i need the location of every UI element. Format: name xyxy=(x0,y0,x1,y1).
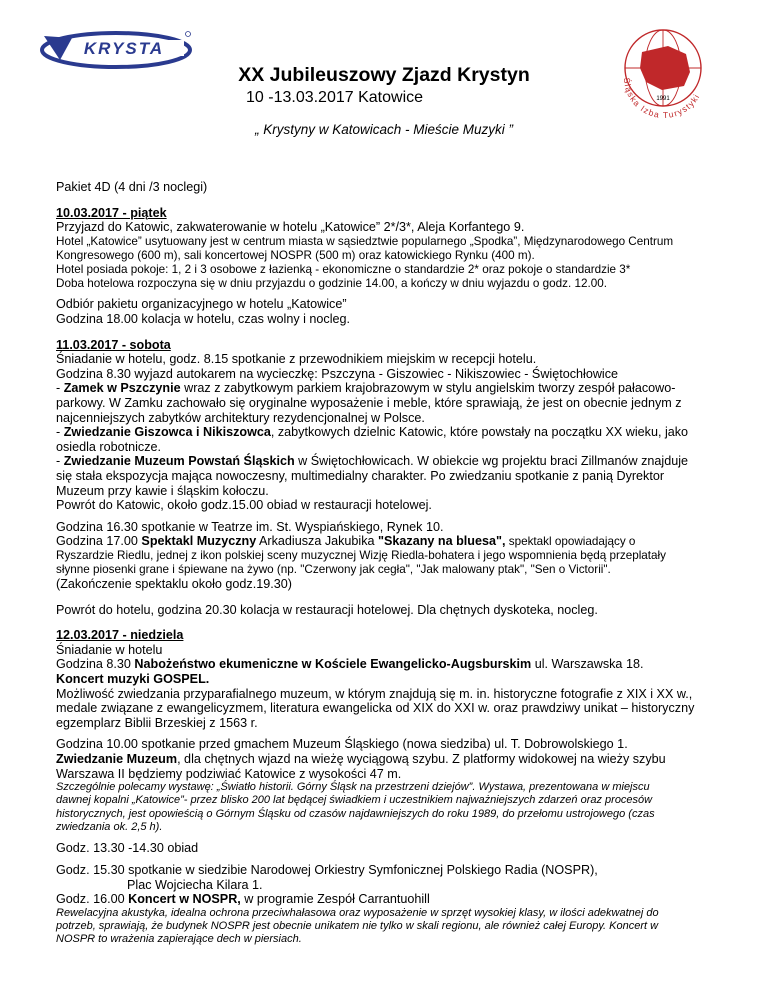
text-line: (Zakończenie spektaklu około godz.19.30) xyxy=(56,577,292,592)
text-line: Godzina 17.00 Spektakl Muzyczny Arkadiusza Jakubika "Skazany na bluesa", spektakl opowiadający o xyxy=(56,534,636,549)
text-line: Zwiedzanie Muzeum, dla chętnych wjazd na wieżę wyciągową szybu. Z platformy widokowej na wieży szybu xyxy=(56,751,666,766)
text-line: się stała ekspozycja mająca nowoczesny, multimedialny charakter. Po zwiedzaniu spotkanie z panią Dyrektor xyxy=(56,468,665,483)
text-line: Muzeum przy kawie i śląskim kołoczu. xyxy=(56,483,269,498)
programme-body xyxy=(56,180,720,947)
svg-text:1991: 1991 xyxy=(656,96,670,102)
day-heading: 12.03.2017 - niedziela xyxy=(56,628,184,643)
day-heading: 10.03.2017 - piątek xyxy=(56,205,167,220)
text-line: Możliwość zwiedzania przyparafialnego muzeum, w którym znajdują się m. in. historyczne fotografie z XIX i XX w., xyxy=(56,686,693,701)
italic-note: dawnej kopalni „Katowice”- przez blisko 200 lat będącej świadkiem i uczestnikiem najważniejszych zdarzeń oraz procesów xyxy=(56,794,653,807)
text-line: medale związane z ewangelicyzmem, literatura ewangelicka od XIX do XXI w. oraz prawdziwy unikat – historyczny xyxy=(56,701,695,716)
text-line: najcenniejszych zabytków architektury rezydencjonalnej w Polsce. xyxy=(56,410,425,425)
text-line: Godz. 16.00 Koncert w NOSPR, w programie Zespół Carrantuohill xyxy=(56,892,430,907)
text-line: Godzina 16.30 spotkanie w Teatrze im. St. Wyspiańskiego, Rynek 10. xyxy=(56,519,444,534)
text-line: Godzina 18.00 kolacja w hotelu, czas wolny i nocleg. xyxy=(56,312,351,326)
text-line: Śniadanie w hotelu xyxy=(56,642,163,657)
svg-text:Śląska Izba Turystyki: Śląska Izba Turystyki xyxy=(621,77,702,121)
text-line: - Zwiedzanie Giszowca i Nikiszowca, zabytkowych dzielnic Katowic, które powstały na początku XX wieku, jako xyxy=(56,425,689,440)
text-line: Hotel posiada pokoje: 1, 2 i 3 osobowe z łazienką - ekonomiczne o standardzie 2* oraz pokoje o standardzie 3* xyxy=(56,262,631,276)
text-line: Godzina 10.00 spotkanie przed gmachem Muzeum Śląskiego (nowa siedziba) ul. T. Dobrowolskiego 1. xyxy=(56,737,628,752)
text-line: Śniadanie w hotelu, godz. 8.15 spotkanie z przewodnikiem miejskim w recepcji hotelu. xyxy=(56,352,537,367)
event-subtitle: „ Krystyny w Katowicach - Mieście Muzyki ” xyxy=(254,122,514,137)
text-line: słynne piosenki grane i śpiewane na żywo (np. "Czerwony jak cegła", "Jak malowany ptak", "Sen o Victorii". xyxy=(56,563,611,577)
page-title: XX Jubileuszowy Zjazd Krystyn xyxy=(238,64,530,86)
text-line: Doba hotelowa rozpoczyna się w dniu przyjazdu o godzinie 14.00, a kończy w dniu wyjazdu o godz. 12.00. xyxy=(56,276,607,290)
text-line: Godzina 8.30 wyjazd autokarem na wycieczkę: Pszczyna - Giszowiec - Nikiszowiec - Świętochłowice xyxy=(56,366,619,381)
text-line: Hotel „Katowice” usytuowany jest w centrum miasta w sąsiedztwie popularnego „Spodka”, Międzynarodowego Centrum xyxy=(56,234,674,248)
text-line: Przyjazd do Katowic, zakwaterowanie w hotelu „Katowice” 2*/3*, Aleja Korfantego 9. xyxy=(56,220,525,235)
text-line: parkowy. W Zamku zachowało się oryginalne wyposażenie i meble, które sprawiają, że jest on obecnie jednym z xyxy=(56,395,682,410)
svg-text:KRYSTA: KRYSTA xyxy=(83,39,165,58)
italic-note: Rewelacyjna akustyka, idealna ochrona przeciwhałasowa oraz wyposażenie w sprzęt wysokiej klasy, w ilości adekwatnej do xyxy=(56,906,659,919)
text-line: Godz. 13.30 -14.30 obiad xyxy=(56,841,199,856)
text-line: Warszawa II będziemy podziwiać Katowice z wysokości 47 m. xyxy=(56,766,402,781)
italic-note: zwiedzania ok. 2,5 h). xyxy=(56,821,163,834)
text-line: egzemplarz Biblii Brzeskiej z 1563 r. xyxy=(56,715,258,730)
italic-note: historycznych, jest opowieścią o Górnym Śląsku od czasów najdawniejszych do roku 1989, do przełomu ustrojowego (czas xyxy=(56,807,655,820)
text-line: - Zwiedzanie Muzeum Powstań Śląskich w Świętochłowicach. W obiekcie wg projektu braci Zillmanów znajduje xyxy=(56,454,689,469)
text-line: Odbiór pakietu organizacyjnego w hotelu „Katowice” xyxy=(56,297,347,312)
italic-note: potrzeb, sprawiają, że budynek NOSPR jest obecnie unikatem nie tylko w skali regionu, ale również całej Europy. Koncert w xyxy=(56,920,659,933)
italic-note: NOSPR to wrażenia zapierające dech w piersiach. xyxy=(56,933,302,946)
text-line: Kongresowego (600 m), sali koncertowej NOSPR (500 m) oraz katowickiego Rynku (400 m). xyxy=(56,248,535,262)
package-label: Pakiet 4D (4 dni /3 noclegi) xyxy=(56,180,208,194)
text-line: Plac Wojciecha Kilara 1. xyxy=(127,877,263,892)
text-line: Koncert muzyki GOSPEL. xyxy=(56,672,210,686)
day-heading: 11.03.2017 - sobota xyxy=(56,337,171,352)
text-line: Powrót do hotelu, godzina 20.30 kolacja w restauracji hotelowej. Dla chętnych dyskoteka, nocleg. xyxy=(56,602,598,617)
text-line: Godzina 8.30 Nabożeństwo ekumeniczne w Kościele Ewangelicko-Augsburskim ul. Warszawska 18. xyxy=(56,657,644,672)
text-line: Godz. 15.30 spotkanie w siedzibie Narodowej Orkiestry Symfonicznej Polskiego Radia (NOSPR), xyxy=(56,862,598,877)
event-dates: 10 -13.03.2017 Katowice xyxy=(246,89,424,106)
text-line: osiedla robotnicze. xyxy=(56,439,162,454)
text-line: Powrót do Katowic, około godz.15.00 obiad w restauracji hotelowej. xyxy=(56,498,432,513)
text-line: - Zamek w Pszczynie wraz z zabytkowym parkiem krajobrazowym w stylu angielskim tworzy zespół pałacowo- xyxy=(56,381,676,396)
italic-note: Szczególnie polecamy wystawę: „Światło historii. Górny Śląsk na przestrzeni dziejów”. Wystawa, prezentowana w miejscu xyxy=(56,781,650,794)
text-line: Ryszardzie Riedlu, jednej z ikon polskiej sceny muzycznej Wizję Riedla-bohatera i jego wspomnienia będą przeplatały xyxy=(56,549,666,563)
